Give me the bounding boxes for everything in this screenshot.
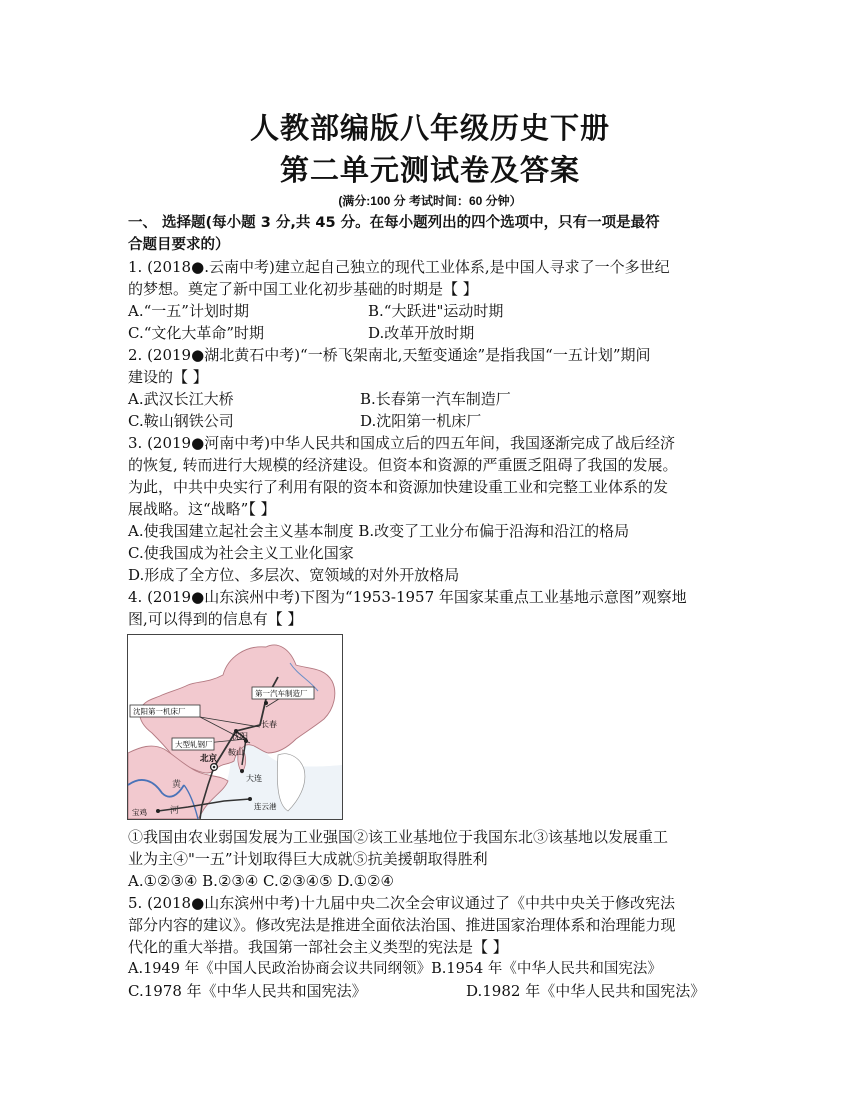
map-label-faw: 第一汽车制造厂 xyxy=(255,689,308,698)
q3-options-ab: A.使我国建立起社会主义基本制度 B.改变了工业分布偏于沿海和沿江的格局 xyxy=(128,522,630,540)
q5-stem: 5. (2018●山东滨州中考)十九届中央二次全会审议通过了《中共中央关于修改宪法 xyxy=(128,894,676,912)
map-label-shenyang-tool: 沈阳第一机床厂 xyxy=(133,707,186,716)
q4-info: ①我国由农业弱国发展为工业强国②该工业基地位于我国东北③该基地以发展重工 xyxy=(128,828,669,846)
q2-stem-cont: 建设的【 】 xyxy=(128,368,208,386)
q1-option-d: D.改革开放时期 xyxy=(368,324,475,342)
q4-info-cont: 业为主④"一五”计划取得巨大成就⑤抗美援朝取得胜利 xyxy=(128,850,488,868)
q3-option-c: C.使我国成为社会主义工业化国家 xyxy=(128,544,354,562)
q1-option-b: B.“大跃进"运动时期 xyxy=(368,302,504,320)
q5-options-ab: A.1949 年《中国人民政治协商会议共同纲领》B.1954 年《中华人民共和国宪法》 xyxy=(128,961,662,977)
map-city-baoji: 宝鸡 xyxy=(132,808,147,817)
map-city-beijing: 北京 xyxy=(200,754,218,764)
q1-option-c: C.“文化大革命”时期 xyxy=(128,324,265,342)
q2-option-b: B.长春第一汽车制造厂 xyxy=(360,390,511,408)
page-title: 人教部编版八年级历史下册 xyxy=(249,111,610,145)
q5-stem-cont: 部分内容的建议》。修改宪法是推进全面依法治国、推进国家治理体系和治理能力现 xyxy=(128,916,676,934)
q4-stem: 4. (2019●山东滨州中考)下图为“1953-1957 年国家某重点工业基地示意图”观察地 xyxy=(128,588,687,606)
q3-option-d: D.形成了全方位、多层次、宽领域的对外开放格局 xyxy=(128,566,460,584)
q1-stem: 1. (2018●.云南中考)建立起自己独立的现代工业体系,是中国人寻求了一个多世纪 xyxy=(128,258,670,276)
q4-options: A.①②③④ B.②③④ C.②③④⑤ D.①②④ xyxy=(128,872,394,890)
map-city-lianyungang: 连云港 xyxy=(254,802,277,811)
map-label-steel: 大型轧钢厂 xyxy=(175,740,213,749)
map-city-shenyang: 沈阳 xyxy=(232,732,248,741)
q3-stem-cont: 的恢复, 转而进行大规模的经济建设。但资本和资源的严重匮乏阻碍了我国的发展。 xyxy=(128,456,678,474)
q2-option-c: C.鞍山钢铁公司 xyxy=(128,412,234,430)
q4-stem-cont: 图,可以得到的信息有【 】 xyxy=(128,610,303,628)
q3-stem-cont: 展战略。这“战略”【 】 xyxy=(128,500,276,518)
q5-option-c: C.1978 年《中华人民共和国宪法》 xyxy=(128,982,367,1000)
map-river-label: 河 xyxy=(170,806,180,816)
q2-stem: 2. (2019●湖北黄石中考)“一桥飞架南北,天堑变通途”是指我国“一五计划”期间 xyxy=(128,346,651,364)
q2-option-d: D.沈阳第一机床厂 xyxy=(360,412,482,430)
map-city-changchun: 长春 xyxy=(261,720,277,729)
map-city-dalian: 大连 xyxy=(246,774,262,783)
q2-option-a: A.武汉长江大桥 xyxy=(128,390,234,408)
q5-stem-cont: 代化的重大举措。我国第一部社会主义类型的宪法是【 】 xyxy=(128,938,508,956)
section-heading-cont: 合题目要求的） xyxy=(128,237,230,253)
q3-stem: 3. (2019●河南中考)中华人民共和国成立后的四五年间，我国逐渐完成了战后经济 xyxy=(128,434,676,452)
q1-option-a: A.“一五”计划时期 xyxy=(128,302,249,320)
industrial-base-map xyxy=(127,634,343,820)
map-city-anshan: 鞍山 xyxy=(228,748,244,757)
exam-meta: (满分:100 分 考试时间：60 分钟） xyxy=(338,194,522,208)
q5-option-d: D.1982 年《中华人民共和国宪法》 xyxy=(466,982,706,1000)
map-river-label: 黄 xyxy=(172,780,182,790)
section-heading: 一、 选择题(每小题 3 分,共 45 分。在每小题列出的四个选项中，只有一项是最符 xyxy=(128,215,660,231)
q3-stem-cont: 为此，中共中央实行了利用有限的资本和资源加快建设重工业和完整工业体系的发 xyxy=(128,478,669,496)
page-subtitle: 第二单元测试卷及答案 xyxy=(279,153,580,187)
q1-stem-cont: 的梦想。奠定了新中国工业化初步基础的时期是【 】 xyxy=(128,280,478,298)
